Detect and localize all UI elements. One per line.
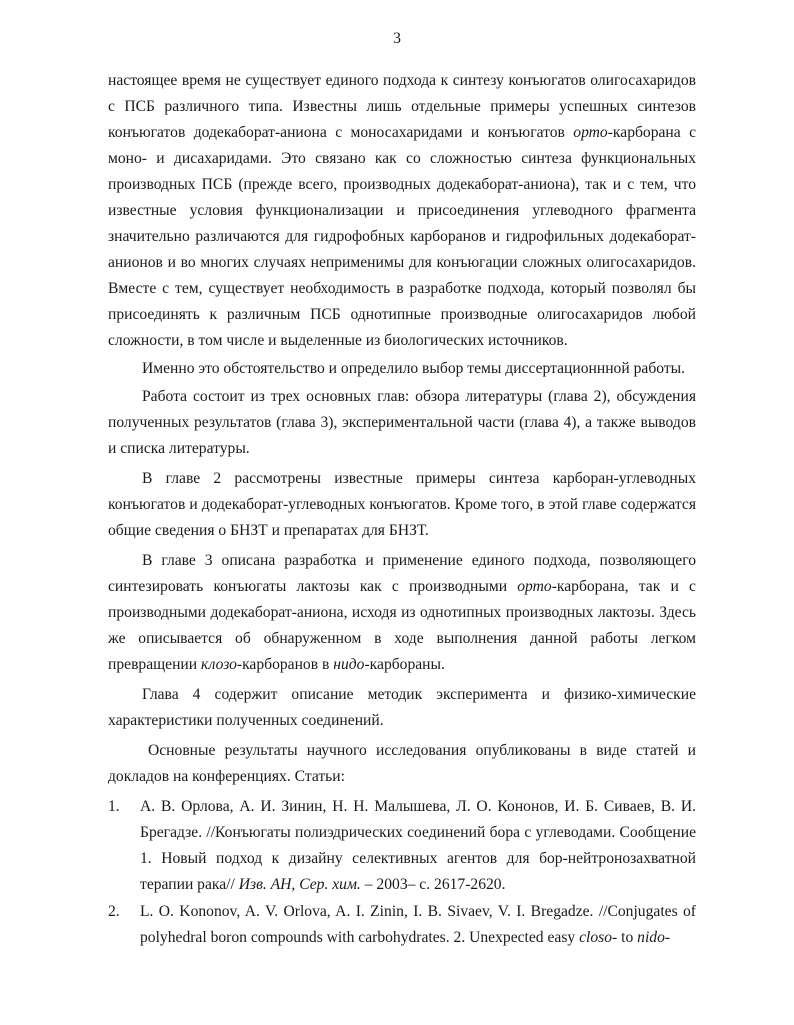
paragraph-topic-choice: Именно это обстоятельство и определило выбор темы диссертационнной работы. [142, 360, 686, 377]
reference-item [108, 794, 696, 898]
journal-name: Изв. АН, Сер. хим. [238, 876, 361, 893]
reference-number: 1. [108, 798, 120, 815]
paragraph-continuation [108, 68, 696, 354]
paragraph-chapter-3 [108, 548, 696, 678]
paragraph-chapter-2: В главе 2 рассмотрены известные примеры синтеза карборан-углеводных конъюгатов и додекаборат-углеводных конъюгатов. Кроме того, в этой главе содержатся общие сведения о БНЗТ и препаратах для БНЗТ. [108, 470, 696, 539]
text-run: -карборанов в [236, 656, 334, 673]
paragraph-chapter-4: Глава 4 содержит описание методик эксперимента и физико-химические характеристики полученных соединений. [108, 686, 696, 729]
text-run: -карбораны. [364, 656, 445, 673]
paragraph-publications: Основные результаты научного исследования опубликованы в виде статей и докладов на конференциях. Статьи: [108, 742, 696, 785]
italic-run: нидо [333, 656, 365, 673]
reference-number: 2. [108, 903, 120, 920]
page-number: 3 [393, 30, 401, 47]
text-run: -карборана с моно- и дисахаридами. Это связано как со сложностью синтеза функциональных производных ПСБ (прежде всего, производных додекаборат-аниона), так и с тем, что известные условия функционализации и присоединения углеводного фрагмента значительно различаются для гидрофобных карборанов и гидрофильных додекаборат-анионов и во многих случаях неприменимы для конъюгации сложных олигосахаридов. Вместе с тем, существует необходимость в разработке подхода, который позволял бы присоединять к различным ПСБ однотипные производные олигосахаридов любой сложности, в том числе и выделенные из биологических источников. [108, 124, 697, 349]
text-run: настоящее время не существует единого подхода к синтезу конъюгатов олигосахаридов с ПСБ различного типа. Известны лишь отдельные примеры успешных синтезов конъюгатов додекаборат-аниона с моносахаридами и конъюгатов [108, 72, 696, 141]
paragraph-structure: Работа состоит из трех основных глав: обзора литературы (глава 2), обсуждения полученных результатов (глава 3), экспериментальной части (глава 4), а также выводов и списка литературы. [108, 388, 696, 457]
italic-run: орто [517, 578, 552, 595]
italic-run: клозо [201, 656, 237, 673]
text-run: А. В. Орлова, А. И. Зинин, Н. Н. Малышева, Л. О. Кононов, И. Б. Сиваев, В. И. Брегадзе. //Конъюгаты полиэдрических соединений бора с углеводами. Сообщение 1. Новый подход к дизайну селективных агентов для бор-нейтронозахватной терапии рака// [140, 798, 696, 893]
text-run: – 2003– с. 2617-2620. [360, 876, 506, 893]
text-run: - [664, 929, 671, 946]
text-run: - to [612, 929, 638, 946]
document-body [108, 68, 696, 952]
italic-run: closo [579, 929, 613, 946]
text-run: В главе 3 описана разработка и применение единого подхода, позволяющего синтезировать конъюгаты лактозы как с производными [108, 552, 696, 595]
italic-run: орто [573, 124, 608, 141]
reference-item [108, 899, 696, 951]
text-run: -карборана, так и с производными додекаборат-аниона, исходя из однотипных производных лактозы. Здесь же описывается об обнаруженном в ходе выполнения данной работы легком превращении [108, 578, 696, 673]
text-run: L. O. Kononov, A. V. Orlova, A. I. Zinin, I. B. Sivaev, V. I. Bregadze. //Conjugates of polyhedral boron compounds with carbohydrates. 2. Unexpected easy [140, 903, 696, 946]
italic-run: nido [637, 929, 665, 946]
reference-list [108, 794, 696, 951]
